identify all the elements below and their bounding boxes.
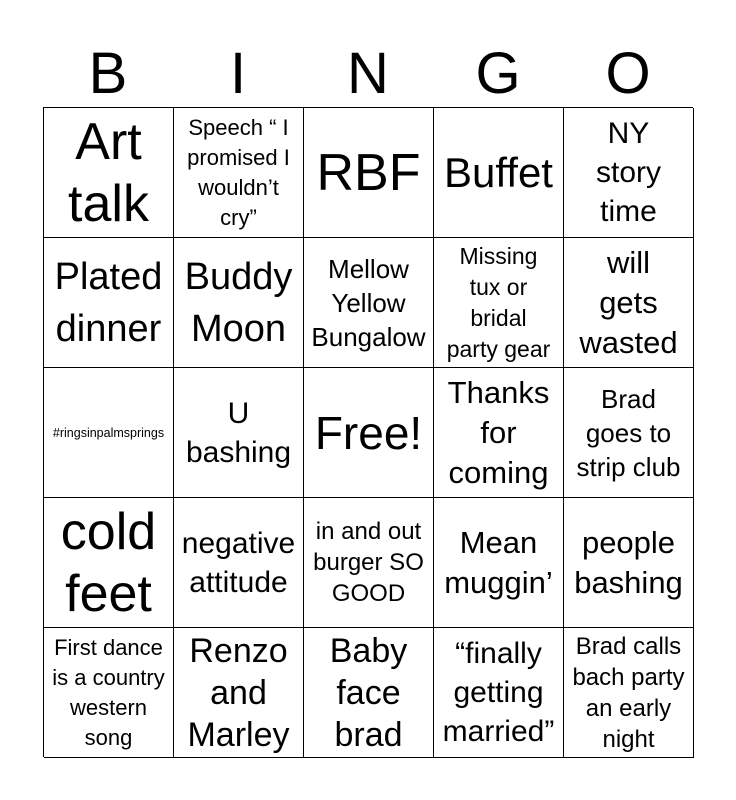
bingo-cell[interactable]: [174, 368, 304, 498]
bingo-cell[interactable]: [564, 628, 694, 758]
header-letter-g: G: [475, 41, 521, 106]
bingo-cell[interactable]: [174, 628, 304, 758]
bingo-cell[interactable]: [434, 498, 564, 628]
bingo-cell[interactable]: [304, 108, 434, 238]
bingo-cell-text: Buddy Moon: [184, 255, 293, 350]
bingo-cell[interactable]: [564, 238, 694, 368]
bingo-cell-text: Mellow Yellow Bungalow: [311, 253, 426, 352]
bingo-cell-text: First dance is a country western song: [52, 634, 165, 750]
bingo-cell-text: Brad goes to strip club: [576, 383, 681, 482]
bingo-header: [43, 40, 693, 108]
bingo-cell-text: Thanks for coming: [447, 374, 550, 490]
bingo-cell-text: Renzo and Marley: [187, 631, 290, 754]
bingo-cell-text: Baby face brad: [329, 631, 408, 754]
free-space-cell[interactable]: [304, 368, 434, 498]
bingo-cell-text: Art talk: [68, 112, 149, 233]
bingo-cell[interactable]: [564, 498, 694, 628]
bingo-cell-text: people bashing: [574, 524, 683, 600]
bingo-cell-text: cold feet: [60, 502, 157, 623]
bingo-cell-text: Buffet: [444, 148, 553, 196]
bingo-cell[interactable]: [174, 238, 304, 368]
bingo-cell[interactable]: [44, 108, 174, 238]
bingo-cell[interactable]: [564, 108, 694, 238]
bingo-cell[interactable]: [434, 108, 564, 238]
header-letter-b: B: [88, 41, 128, 106]
bingo-cell[interactable]: [564, 368, 694, 498]
bingo-cell-text: #ringsinpalmsprings: [52, 425, 165, 440]
bingo-cell-text: negative attitude: [181, 526, 296, 599]
bingo-cell-text: RBF: [316, 143, 421, 202]
bingo-board: [43, 107, 693, 757]
bingo-cell-text: “finally getting married”: [442, 637, 555, 748]
bingo-cell[interactable]: [44, 628, 174, 758]
bingo-cell[interactable]: [44, 238, 174, 368]
bingo-cell-text: Plated dinner: [54, 255, 163, 350]
bingo-cell[interactable]: [174, 498, 304, 628]
bingo-cell[interactable]: [434, 628, 564, 758]
bingo-cell-text: Missing tux or bridal party gear: [446, 242, 551, 362]
bingo-cell-text: will gets wasted: [579, 244, 678, 360]
free-space-text: Free!: [314, 406, 423, 459]
header-letter-o: O: [605, 41, 651, 106]
bingo-cell-text: Brad calls bach party an early night: [572, 632, 685, 753]
bingo-cell[interactable]: [434, 238, 564, 368]
bingo-cell-text: U bashing: [185, 396, 292, 469]
bingo-cell[interactable]: [174, 108, 304, 238]
bingo-cell[interactable]: [44, 368, 174, 498]
bingo-cell[interactable]: [304, 628, 434, 758]
bingo-cell[interactable]: [304, 498, 434, 628]
bingo-cell-text: in and out burger SO GOOD: [313, 518, 424, 607]
header-letter-i: I: [229, 41, 247, 106]
bingo-cell-text: Speech “ I promised I wouldn’t cry”: [187, 114, 290, 230]
header-letter-n: N: [347, 41, 389, 106]
bingo-cell-text: Mean muggin’: [444, 524, 553, 600]
bingo-cell[interactable]: [44, 498, 174, 628]
bingo-cell[interactable]: [304, 238, 434, 368]
bingo-cell-text: NY story time: [595, 117, 661, 228]
bingo-cell[interactable]: [434, 368, 564, 498]
